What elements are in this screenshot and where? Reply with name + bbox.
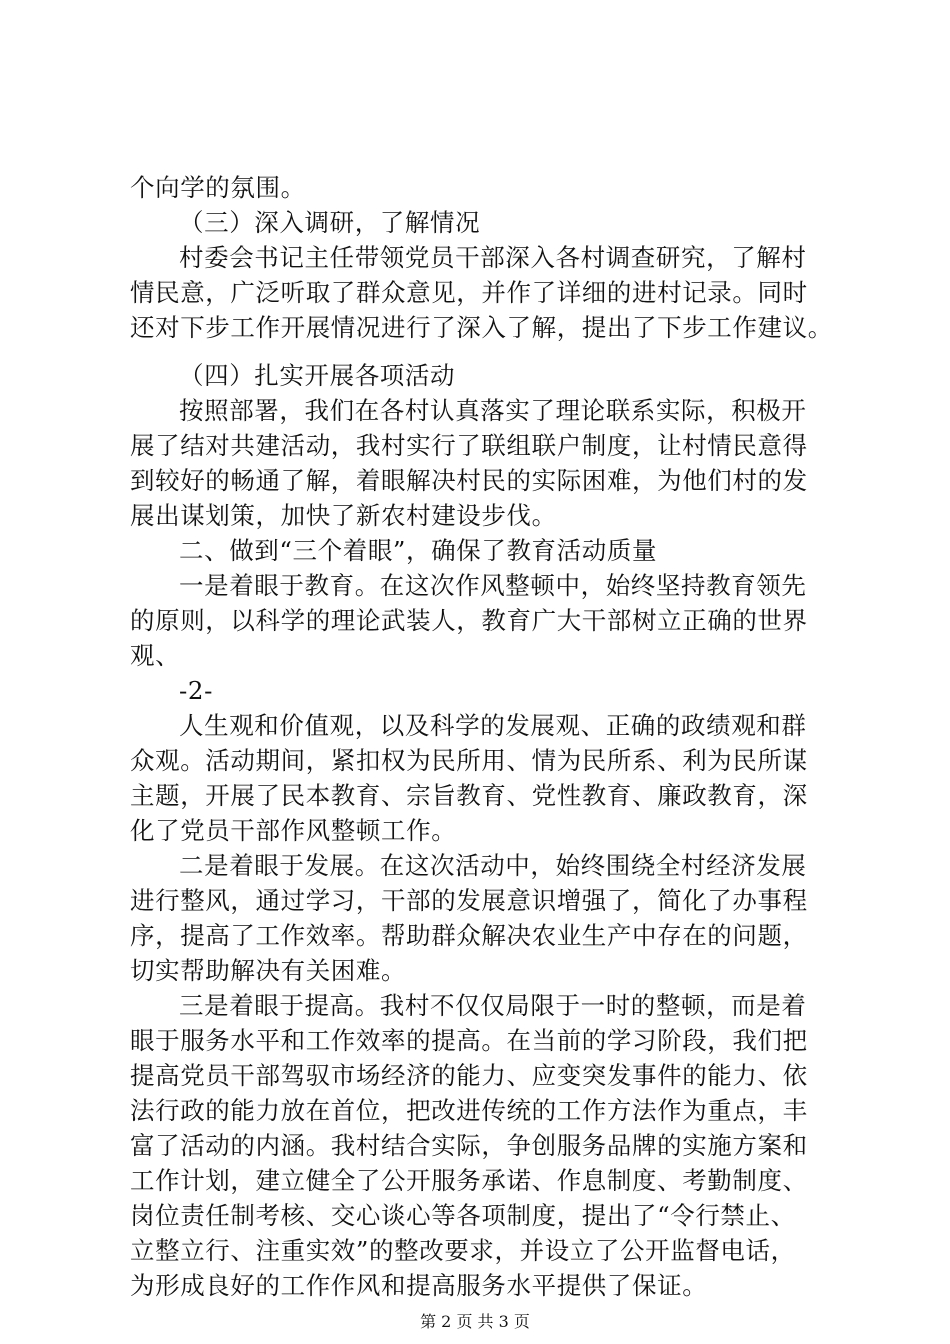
text-line: 展出谋划策，加快了新农村建设步伐。 bbox=[130, 501, 557, 530]
text-line: 还对下步工作开展情况进行了深入了解，提出了下步工作建议。 bbox=[130, 313, 833, 342]
text-line: 切实帮助解决有关困难。 bbox=[130, 956, 407, 985]
text-line: 法行政的能力放在首位，把改进传统的工作方法作为重点，丰 bbox=[130, 1096, 808, 1125]
text-line: 富了活动的内涵。我村结合实际，争创服务品牌的实施方案和 bbox=[130, 1131, 808, 1160]
text-line: 观、 bbox=[130, 641, 181, 670]
text-line: 村委会书记主任带领党员干部深入各村调查研究，了解村 bbox=[179, 243, 807, 272]
text-line: 的原则，以科学的理论武装人，教育广大干部树立正确的世界 bbox=[130, 606, 808, 635]
text-line: 人生观和价值观，以及科学的发展观、正确的政绩观和群 bbox=[179, 711, 807, 740]
text-line: 眼于服务水平和工作效率的提高。在当前的学习阶段，我们把 bbox=[130, 1026, 808, 1055]
text-line: 展了结对共建活动，我村实行了联组联户制度，让村情民意得 bbox=[130, 431, 808, 460]
text-line: 三是着眼于提高。我村不仅仅局限于一时的整顿，而是着 bbox=[179, 991, 807, 1020]
text-line: 序，提高了工作效率。帮助群众解决农业生产中存在的问题， bbox=[130, 921, 808, 950]
text-line: 工作计划，建立健全了公开服务承诺、作息制度、考勤制度、 bbox=[130, 1166, 808, 1195]
text-line: 岗位责任制考核、交心谈心等各项制度，提出了“令行禁止、 bbox=[130, 1201, 796, 1230]
text-line: 进行整风，通过学习，干部的发展意识增强了，简化了办事程 bbox=[130, 886, 808, 915]
page-footer: 第 2 页 共 3 页 bbox=[420, 1312, 530, 1331]
text-line: 为形成良好的工作作风和提高服务水平提供了保证。 bbox=[130, 1271, 708, 1300]
text-line: 立整立行、注重实效”的整改要求，并设立了公开监督电话， bbox=[130, 1236, 796, 1265]
section-heading: 二、做到“三个着眼”，确保了教育活动质量 bbox=[179, 536, 658, 565]
section-heading: （四）扎实开展各项活动 bbox=[179, 361, 456, 390]
text-line: 按照部署，我们在各村认真落实了理论联系实际，积极开 bbox=[179, 396, 807, 425]
text-line: 提高党员干部驾驭市场经济的能力、应变突发事件的能力、依 bbox=[130, 1061, 808, 1090]
text-line: 二是着眼于发展。在这次活动中，始终围绕全村经济发展 bbox=[179, 851, 807, 880]
text-line: 个向学的氛围。 bbox=[130, 173, 306, 202]
text-line: 到较好的畅通了解，着眼解决村民的实际困难，为他们村的发 bbox=[130, 466, 808, 495]
text-line: 化了党员干部作风整顿工作。 bbox=[130, 816, 457, 845]
section-heading: （三）深入调研，了解情况 bbox=[179, 208, 481, 237]
inline-page-number: -2- bbox=[179, 676, 213, 705]
text-line: 主题，开展了民本教育、宗旨教育、党性教育、廉政教育，深 bbox=[130, 781, 808, 810]
text-line: 一是着眼于教育。在这次作风整顿中，始终坚持教育领先 bbox=[179, 571, 807, 600]
text-line: 情民意，广泛听取了群众意见，并作了详细的进村记录。同时 bbox=[130, 278, 808, 307]
text-line: 众观。活动期间，紧扣权为民所用、情为民所系、利为民所谋 bbox=[130, 746, 808, 775]
